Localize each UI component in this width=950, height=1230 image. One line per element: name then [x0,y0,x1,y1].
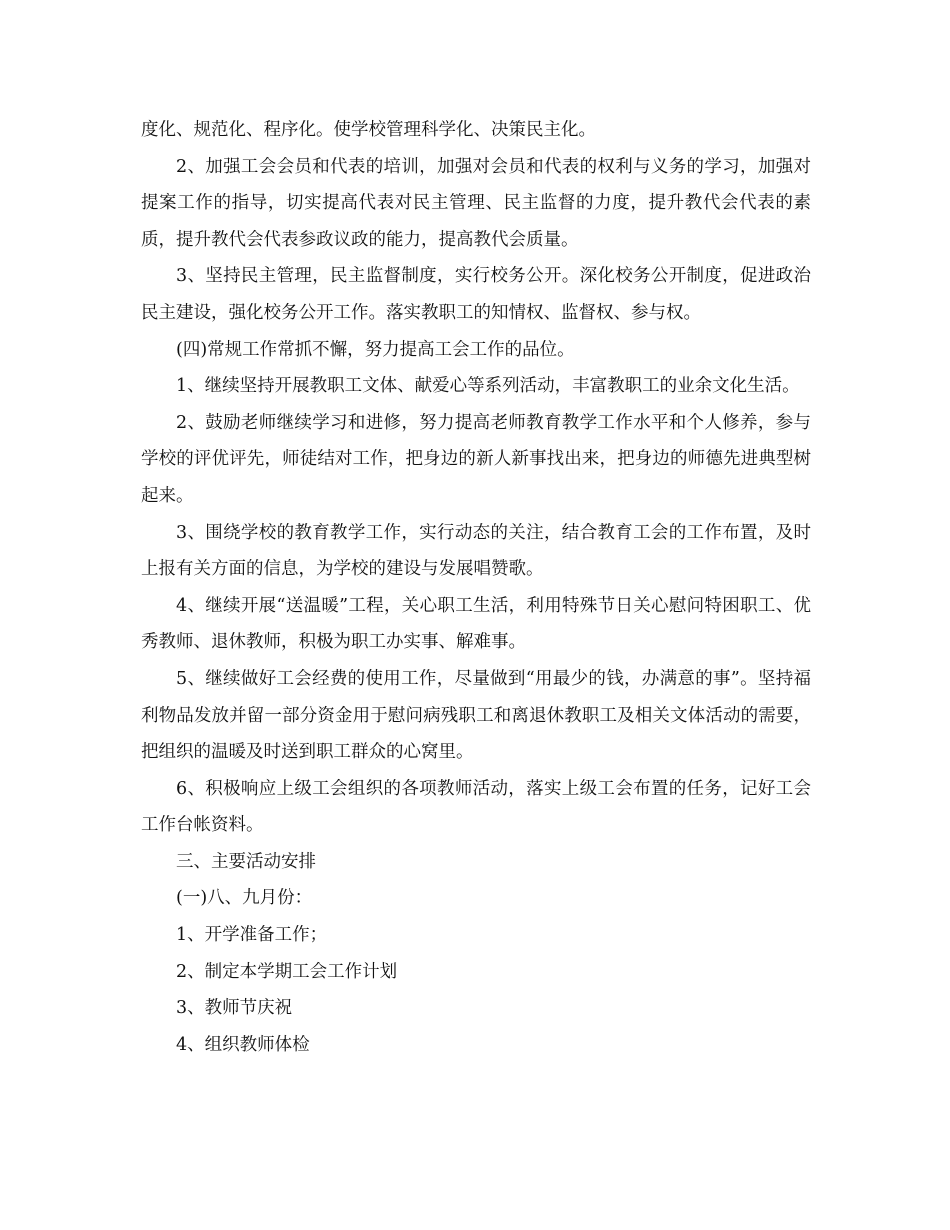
paragraph: 2、鼓励老师继续学习和进修，努力提高老师教育教学工作水平和个人修养，参与学校的评优评先，师徒结对工作，把身边的新人新事找出来，把身边的师德先进典型树起来。 [141,412,811,506]
paragraph: 3、围绕学校的教育教学工作，实行动态的关注，结合教育工会的工作布置，及时上报有关方面的信息，为学校的建设与发展唱赞歌。 [141,522,811,580]
paragraph: 度化、规范化、程序化。使学校管理科学化、决策民主化。 [141,120,596,140]
paragraph: 5、继续做好工会经费的使用工作，尽量做到“用最少的钱，办满意的事”。坚持福利物品发放并留一部分资金用于慰问病残职工和离退休教职工及相关文体活动的需要，把组织的温暖及时送到职工群众的心窝里。 [141,668,811,763]
subsection-heading: (一)八、九月份： [176,888,313,909]
paragraph: 2、加强工会会员和代表的培训，加强对会员和代表的权利与义务的学习，加强对提案工作的指导，切实提高代表对民主管理、民主监督的力度，提升教代会代表的素质，提升教代会代表参政议政的能力，提高教代会质量。 [141,156,811,250]
list-item: 4、组织教师体检 [176,1034,310,1055]
paragraph: 3、坚持民主管理，民主监督制度，实行校务公开。深化校务公开制度，促进政治民主建设，强化校务公开工作。落实教职工的知情权、监督权、参与权。 [141,266,811,323]
section-heading: (四)常规工作常抓不懈，努力提高工会工作的品位。 [176,339,575,360]
paragraph: 6、积极响应上级工会组织的各项教师活动，落实上级工会布置的任务，记好工会工作台帐资料。 [141,778,811,836]
list-item: 3、教师节庆祝 [176,998,293,1019]
paragraph: 4、继续开展“送温暖”工程，关心职工生活，利用特殊节日关心慰问特困职工、优秀教师、退休教师，积极为职工办实事、解难事。 [141,595,811,653]
document-body [141,112,811,1063]
list-item: 1、开学准备工作； [176,925,328,946]
list-item: 2、制定本学期工会工作计划 [176,961,398,982]
paragraph: 1、继续坚持开展教职工文体、献爱心等系列活动，丰富教职工的业余文化生活。 [176,376,800,397]
section-heading: 三、主要活动安排 [176,851,316,872]
